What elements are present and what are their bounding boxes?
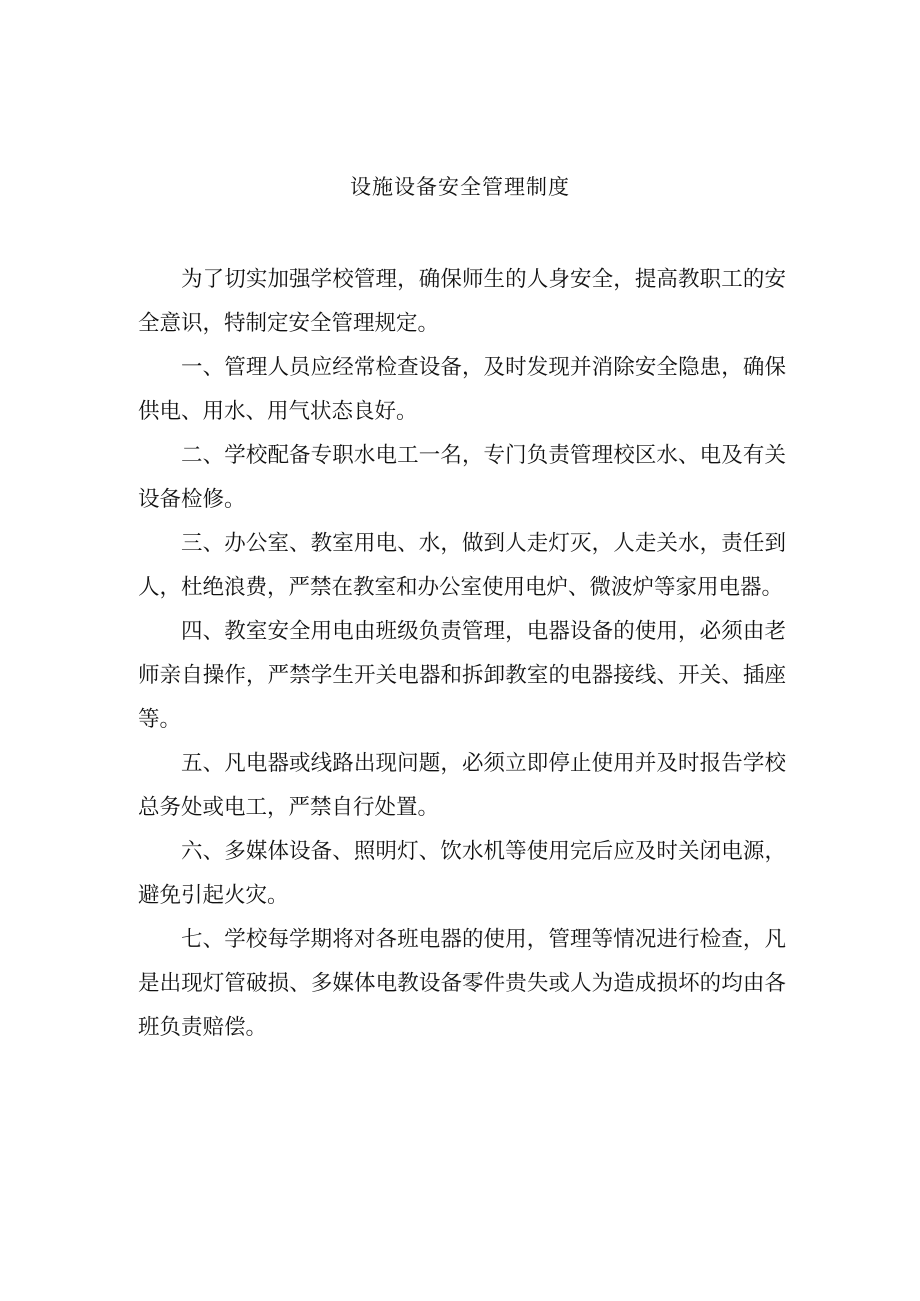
paragraph-rule-5: 五、凡电器或线路出现问题，必须立即停止使用并及时报告学校总务处或电工，严禁自行处置。	[138, 751, 786, 820]
paragraph-rule-2: 二、学校配备专职水电工一名，专门负责管理校区水、电及有关设备检修。	[138, 443, 786, 512]
paragraph-rule-4: 四、教室安全用电由班级负责管理，电器设备的使用，必须由老师亲自操作，严禁学生开关电器和拆卸教室的电器接线、开关、插座等。	[138, 619, 786, 732]
paragraph-intro: 为了切实加强学校管理，确保师生的人身安全，提高教职工的安全意识，特制定安全管理规定。	[138, 267, 786, 336]
document-body	[138, 258, 786, 1050]
paragraph-rule-1: 一、管理人员应经常检查设备，及时发现并消除安全隐患，确保供电、用水、用气状态良好。	[138, 355, 786, 424]
document-title: 设施设备安全管理制度	[350, 175, 570, 199]
paragraph-rule-7: 七、学校每学期将对各班电器的使用，管理等情况进行检查，凡是出现灯管破损、多媒体电教设备零件贵失或人为造成损坏的均由各班负责赔偿。	[138, 927, 786, 1040]
paragraph-rule-6: 六、多媒体设备、照明灯、饮水机等使用完后应及时关闭电源，避免引起火灾。	[138, 839, 786, 908]
paragraph-rule-3: 三、办公室、教室用电、水，做到人走灯灭，人走关水，责任到人，杜绝浪费，严禁在教室和办公室使用电炉、微波炉等家用电器。	[138, 531, 786, 600]
